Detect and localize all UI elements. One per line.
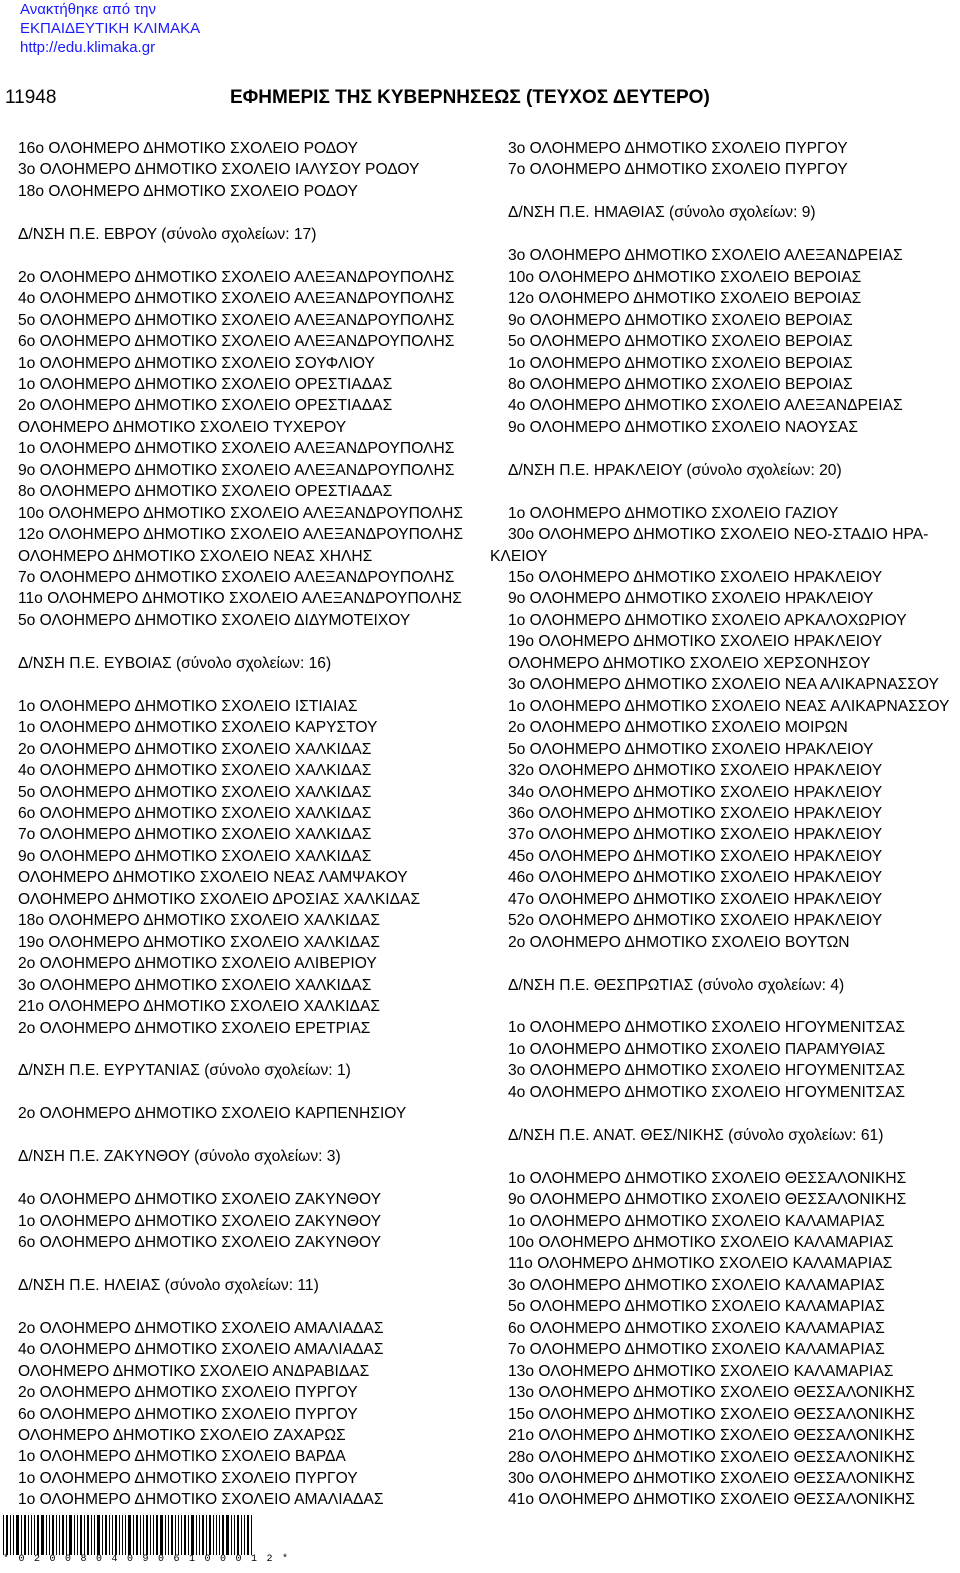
barcode-bar: [202, 1515, 204, 1555]
barcode-bar: [13, 1515, 14, 1555]
barcode: [3, 1515, 298, 1565]
barcode-bar: [34, 1515, 35, 1555]
section-evrytania: [18, 1060, 488, 1124]
school-entry: 4ο ΟΛΟΗΜΕΡΟ ΔΗΜΟΤΙΚΟ ΣΧΟΛΕΙΟ ΑΛΕΞΑΝΔΡΟΥΠΟΛΗΣ: [18, 290, 455, 308]
barcode-bar: [3, 1515, 4, 1555]
school-entry: 11ο ΟΛΟΗΜΕΡΟ ΔΗΜΟΤΙΚΟ ΣΧΟΛΕΙΟ ΚΑΛΑΜΑΡΙΑΣ: [508, 1255, 893, 1273]
school-entry: ΟΛΟΗΜΕΡΟ ΔΗΜΟΤΙΚΟ ΣΧΟΛΕΙΟ ΖΑΧΑΡΩΣ: [18, 1427, 346, 1445]
section-intro-right: [508, 138, 958, 181]
barcode-bar: [105, 1515, 107, 1555]
section-ilia: [18, 1275, 488, 1511]
school-entry: 11ο ΟΛΟΗΜΕΡΟ ΔΗΜΟΤΙΚΟ ΣΧΟΛΕΙΟ ΑΛΕΞΑΝΔΡΟΥΠΟΛΗΣ: [18, 590, 462, 608]
school-entry: ΟΛΟΗΜΕΡΟ ΔΗΜΟΤΙΚΟ ΣΧΟΛΕΙΟ ΧΕΡΣΟΝΗΣΟΥ: [508, 654, 871, 672]
section-title: Δ/ΝΣΗ Π.Ε. ΖΑΚΥΝΘΟΥ (σύνολο σχολείων: 3): [18, 1148, 341, 1166]
school-entry: 7ο ΟΛΟΗΜΕΡΟ ΔΗΜΟΤΙΚΟ ΣΧΟΛΕΙΟ ΠΥΡΓΟΥ: [508, 161, 848, 179]
barcode-bar: [62, 1515, 64, 1555]
school-entry: 1ο ΟΛΟΗΜΕΡΟ ΔΗΜΟΤΙΚΟ ΣΧΟΛΕΙΟ ΓΑΖΙΟΥ: [508, 504, 839, 522]
school-entry: 19ο ΟΛΟΗΜΕΡΟ ΔΗΜΟΤΙΚΟ ΣΧΟΛΕΙΟ ΗΡΑΚΛΕΙΟΥ: [508, 633, 883, 651]
school-entry: 3ο ΟΛΟΗΜΕΡΟ ΔΗΜΟΤΙΚΟ ΣΧΟΛΕΙΟ ΠΥΡΓΟΥ: [508, 140, 848, 157]
barcode-bar: [143, 1515, 144, 1555]
school-list: [508, 567, 958, 953]
barcode-bar: [56, 1515, 57, 1555]
gazette-title: ΕΦΗΜΕΡΙΣ ΤΗΣ ΚΥΒΕΡΝΗΣΕΩΣ (ΤΕΥΧΟΣ ΔΕΥΤΕΡΟ): [230, 87, 710, 108]
school-entry: 2ο ΟΛΟΗΜΕΡΟ ΔΗΜΟΤΙΚΟ ΣΧΟΛΕΙΟ ΑΛΙΒΕΡΙΟΥ: [18, 955, 377, 973]
section-thesprotia: [508, 975, 958, 1104]
barcode-bar: [168, 1515, 169, 1555]
school-entry: 19ο ΟΛΟΗΜΕΡΟ ΔΗΜΟΤΙΚΟ ΣΧΟΛΕΙΟ ΧΑΛΚΙΔΑΣ: [18, 933, 381, 951]
barcode-bar: [66, 1515, 67, 1555]
barcode-bar: [191, 1515, 194, 1555]
school-list: [18, 1318, 488, 1511]
school-entry: 15ο ΟΛΟΗΜΕΡΟ ΔΗΜΟΤΙΚΟ ΣΧΟΛΕΙΟ ΗΡΑΚΛΕΙΟΥ: [508, 569, 883, 586]
barcode-bar: [140, 1515, 141, 1555]
school-entry: 6ο ΟΛΟΗΜΕΡΟ ΔΗΜΟΤΙΚΟ ΣΧΟΛΕΙΟ ΑΛΕΞΑΝΔΡΟΥΠΟΛΗΣ: [18, 333, 455, 351]
school-entry: 32ο ΟΛΟΗΜΕΡΟ ΔΗΜΟΤΙΚΟ ΣΧΟΛΕΙΟ ΗΡΑΚΛΕΙΟΥ: [508, 762, 883, 780]
school-entry: 30ο ΟΛΟΗΜΕΡΟ ΔΗΜΟΤΙΚΟ ΣΧΟΛΕΙΟ ΘΕΣΣΑΛΟΝΙΚΗΣ: [508, 1469, 915, 1487]
school-entry: 1ο ΟΛΟΗΜΕΡΟ ΔΗΜΟΤΙΚΟ ΣΧΟΛΕΙΟ ΣΟΥΦΛΙΟΥ: [18, 354, 375, 372]
school-entry: 3ο ΟΛΟΗΜΕΡΟ ΔΗΜΟΤΙΚΟ ΣΧΟΛΕΙΟ ΑΛΕΞΑΝΔΡΕΙΑΣ: [508, 247, 903, 265]
barcode-bar: [80, 1515, 82, 1555]
school-entry: 15ο ΟΛΟΗΜΕΡΟ ΔΗΜΟΤΙΚΟ ΣΧΟΛΕΙΟ ΘΕΣΣΑΛΟΝΙΚΗΣ: [508, 1405, 915, 1423]
barcode-bar: [94, 1515, 95, 1555]
school-entry: 5ο ΟΛΟΗΜΕΡΟ ΔΗΜΟΤΙΚΟ ΣΧΟΛΕΙΟ ΒΕΡΟΙΑΣ: [508, 333, 853, 351]
barcode-text: *02008040906100012*: [3, 1554, 298, 1565]
school-entry: 3ο ΟΛΟΗΜΕΡΟ ΔΗΜΟΤΙΚΟ ΣΧΟΛΕΙΟ ΧΑΛΚΙΔΑΣ: [18, 976, 372, 994]
school-list: [508, 245, 958, 438]
school-entry: 1ο ΟΛΟΗΜΕΡΟ ΔΗΜΟΤΙΚΟ ΣΧΟΛΕΙΟ ΖΑΚΥΝΘΟΥ: [18, 1212, 382, 1230]
school-entry: 2ο ΟΛΟΗΜΕΡΟ ΔΗΜΟΤΙΚΟ ΣΧΟΛΕΙΟ ΠΥΡΓΟΥ: [18, 1384, 358, 1402]
barcode-bar: [160, 1515, 163, 1555]
school-entry: 12ο ΟΛΟΗΜΕΡΟ ΔΗΜΟΤΙΚΟ ΣΧΟΛΕΙΟ ΑΛΕΞΑΝΔΡΟΥΠΟΛΗΣ: [18, 526, 464, 544]
school-entry: 47ο ΟΛΟΗΜΕΡΟ ΔΗΜΟΤΙΚΟ ΣΧΟΛΕΙΟ ΗΡΑΚΛΕΙΟΥ: [508, 890, 883, 908]
school-list: [508, 1168, 958, 1511]
section-title: Δ/ΝΣΗ Π.Ε. ΗΡΑΚΛΕΙΟΥ (σύνολο σχολείων: 20): [508, 461, 842, 479]
school-entry: 9ο ΟΛΟΗΜΕΡΟ ΔΗΜΟΤΙΚΟ ΣΧΟΛΕΙΟ ΗΡΑΚΛΕΙΟΥ: [508, 590, 874, 608]
school-entry: 9ο ΟΛΟΗΜΕΡΟ ΔΗΜΟΤΙΚΟ ΣΧΟΛΕΙΟ ΝΑΟΥΣΑΣ: [508, 418, 858, 436]
school-entry: 8ο ΟΛΟΗΜΕΡΟ ΔΗΜΟΤΙΚΟ ΣΧΟΛΕΙΟ ΒΕΡΟΙΑΣ: [508, 375, 853, 393]
barcode-bar: [115, 1515, 117, 1555]
school-entry: 36ο ΟΛΟΗΜΕΡΟ ΔΗΜΟΤΙΚΟ ΣΧΟΛΕΙΟ ΗΡΑΚΛΕΙΟΥ: [508, 804, 883, 822]
school-entry: 18ο ΟΛΟΗΜΕΡΟ ΔΗΜΟΤΙΚΟ ΣΧΟΛΕΙΟ ΧΑΛΚΙΔΑΣ: [18, 912, 381, 930]
school-entry: ΟΛΟΗΜΕΡΟ ΔΗΜΟΤΙΚΟ ΣΧΟΛΕΙΟ ΤΥΧΕΡΟΥ: [18, 418, 347, 436]
school-entry: 1ο ΟΛΟΗΜΕΡΟ ΔΗΜΟΤΙΚΟ ΣΧΟΛΕΙΟ ΗΓΟΥΜΕΝΙΤΣΑΣ: [508, 1019, 905, 1037]
school-entry: 7ο ΟΛΟΗΜΕΡΟ ΔΗΜΟΤΙΚΟ ΣΧΟΛΕΙΟ ΑΛΕΞΑΝΔΡΟΥΠΟΛΗΣ: [18, 569, 455, 587]
school-entry: 5ο ΟΛΟΗΜΕΡΟ ΔΗΜΟΤΙΚΟ ΣΧΟΛΕΙΟ ΚΑΛΑΜΑΡΙΑΣ: [508, 1298, 885, 1316]
barcode-bar: [16, 1515, 19, 1555]
school-entry: 1ο ΟΛΟΗΜΕΡΟ ΔΗΜΟΤΙΚΟ ΣΧΟΛΕΙΟ ΙΣΤΙΑΙΑΣ: [18, 697, 358, 715]
school-entry: 4ο ΟΛΟΗΜΕΡΟ ΔΗΜΟΤΙΚΟ ΣΧΟΛΕΙΟ ΧΑΛΚΙΔΑΣ: [18, 762, 372, 780]
barcode-bar: [87, 1515, 89, 1555]
barcode-bars: [3, 1515, 293, 1555]
school-entry: 2ο ΟΛΟΗΜΕΡΟ ΔΗΜΟΤΙΚΟ ΣΧΟΛΕΙΟ ΒΟΥΤΩΝ: [508, 933, 850, 951]
barcode-bar: [84, 1515, 85, 1555]
barcode-bar: [156, 1515, 158, 1555]
school-entry: 13ο ΟΛΟΗΜΕΡΟ ΔΗΜΟΤΙΚΟ ΣΧΟΛΕΙΟ ΘΕΣΣΑΛΟΝΙΚΗΣ: [508, 1384, 915, 1402]
barcode-bar: [237, 1515, 239, 1555]
school-entry: 2ο ΟΛΟΗΜΕΡΟ ΔΗΜΟΤΙΚΟ ΣΧΟΛΕΙΟ ΑΜΑΛΙΑΔΑΣ: [18, 1319, 384, 1337]
barcode-bar: [136, 1515, 138, 1555]
school-entry: 2ο ΟΛΟΗΜΕΡΟ ΔΗΜΟΤΙΚΟ ΣΧΟΛΕΙΟ ΟΡΕΣΤΙΑΔΑΣ: [18, 397, 393, 415]
barcode-bar: [109, 1515, 110, 1555]
barcode-bar: [77, 1515, 78, 1555]
school-entry: 3ο ΟΛΟΗΜΕΡΟ ΔΗΜΟΤΙΚΟ ΣΧΟΛΕΙΟ ΗΓΟΥΜΕΝΙΤΣΑΣ: [508, 1062, 905, 1080]
barcode-bar: [196, 1515, 197, 1555]
barcode-bar: [49, 1515, 50, 1555]
school-entry: 46ο ΟΛΟΗΜΕΡΟ ΔΗΜΟΤΙΚΟ ΣΧΟΛΕΙΟ ΗΡΑΚΛΕΙΟΥ: [508, 869, 883, 887]
source-line: Ανακτήθηκε από την: [20, 1, 157, 18]
right-column: [490, 138, 958, 1511]
school-entry: 16ο ΟΛΟΗΜΕΡΟ ΔΗΜΟΤΙΚΟ ΣΧΟΛΕΙΟ ΡΟΔΟΥ: [18, 140, 358, 157]
school-entry: 1ο ΟΛΟΗΜΕΡΟ ΔΗΜΟΤΙΚΟ ΣΧΟΛΕΙΟ ΚΑΛΑΜΑΡΙΑΣ: [508, 1212, 885, 1230]
school-entry: 1ο ΟΛΟΗΜΕΡΟ ΔΗΜΟΤΙΚΟ ΣΧΟΛΕΙΟ ΟΡΕΣΤΙΑΔΑΣ: [18, 375, 393, 393]
barcode-bar: [184, 1515, 186, 1555]
barcode-bar: [226, 1515, 229, 1555]
barcode-bar: [122, 1515, 123, 1555]
barcode-bar: [188, 1515, 189, 1555]
barcode-bar: [206, 1515, 207, 1555]
school-list: [18, 1189, 488, 1253]
barcode-bar: [153, 1515, 154, 1555]
school-entry: 28ο ΟΛΟΗΜΕΡΟ ΔΗΜΟΤΙΚΟ ΣΧΟΛΕΙΟ ΘΕΣΣΑΛΟΝΙΚΗΣ: [508, 1448, 915, 1466]
school-entry: 5ο ΟΛΟΗΜΕΡΟ ΔΗΜΟΤΙΚΟ ΣΧΟΛΕΙΟ ΗΡΑΚΛΕΙΟΥ: [508, 740, 874, 758]
school-entry: 9ο ΟΛΟΗΜΕΡΟ ΔΗΜΟΤΙΚΟ ΣΧΟΛΕΙΟ ΧΑΛΚΙΔΑΣ: [18, 847, 372, 865]
school-entry: 4ο ΟΛΟΗΜΕΡΟ ΔΗΜΟΤΙΚΟ ΣΧΟΛΕΙΟ ΗΓΟΥΜΕΝΙΤΣΑΣ: [508, 1083, 905, 1101]
section-title: Δ/ΝΣΗ Π.Ε. ΗΜΑΘΙΑΣ (σύνολο σχολείων: 9): [508, 204, 816, 222]
school-entry: 9ο ΟΛΟΗΜΕΡΟ ΔΗΜΟΤΙΚΟ ΣΧΟΛΕΙΟ ΘΕΣΣΑΛΟΝΙΚΗΣ: [508, 1191, 907, 1209]
barcode-bar: [165, 1515, 166, 1555]
school-entry: 2ο ΟΛΟΗΜΕΡΟ ΔΗΜΟΤΙΚΟ ΣΧΟΛΕΙΟ ΜΟΙΡΩΝ: [508, 719, 848, 737]
school-entry: 5ο ΟΛΟΗΜΕΡΟ ΔΗΜΟΤΙΚΟ ΣΧΟΛΕΙΟ ΔΙΔΥΜΟΤΕΙΧΟΥ: [18, 611, 411, 629]
barcode-bar: [244, 1515, 245, 1555]
school-entry-continuation: ΚΛΕΙΟΥ: [490, 547, 548, 565]
school-entry: 1ο ΟΛΟΗΜΕΡΟ ΔΗΜΟΤΙΚΟ ΣΧΟΛΕΙΟ ΚΑΡΥΣΤΟΥ: [18, 719, 378, 737]
barcode-bar: [31, 1515, 32, 1555]
barcode-bar: [119, 1515, 120, 1555]
school-entry: ΟΛΟΗΜΕΡΟ ΔΗΜΟΤΙΚΟ ΣΧΟΛΕΙΟ ΔΡΟΣΙΑΣ ΧΑΛΚΙΔΑΣ: [18, 890, 421, 908]
section-imathia: [508, 202, 958, 438]
school-entry: 3ο ΟΛΟΗΜΕΡΟ ΔΗΜΟΤΙΚΟ ΣΧΟΛΕΙΟ ΚΑΛΑΜΑΡΙΑΣ: [508, 1276, 885, 1294]
school-entry: 1ο ΟΛΟΗΜΕΡΟ ΔΗΜΟΤΙΚΟ ΣΧΟΛΕΙΟ ΒΑΡΔΑ: [18, 1448, 346, 1466]
section-title: Δ/ΝΣΗ Π.Ε. ΕΥΒΟΙΑΣ (σύνολο σχολείων: 16): [18, 654, 332, 672]
section-evros: [18, 224, 488, 632]
school-entry: 9ο ΟΛΟΗΜΕΡΟ ΔΗΜΟΤΙΚΟ ΣΧΟΛΕΙΟ ΑΛΕΞΑΝΔΡΟΥΠΟΛΗΣ: [18, 461, 455, 479]
school-entry: 3ο ΟΛΟΗΜΕΡΟ ΔΗΜΟΤΙΚΟ ΣΧΟΛΕΙΟ ΝΕΑ ΑΛΙΚΑΡΝΑΣΣΟΥ: [508, 676, 939, 694]
school-entry: 1ο ΟΛΟΗΜΕΡΟ ΔΗΜΟΤΙΚΟ ΣΧΟΛΕΙΟ ΒΕΡΟΙΑΣ: [508, 354, 853, 372]
section-title: Δ/ΝΣΗ Π.Ε. ΕΒΡΟΥ (σύνολο σχολείων: 17): [18, 225, 317, 243]
barcode-bar: [21, 1515, 22, 1555]
section-zakynthos: [18, 1146, 488, 1253]
source-attribution: [20, 0, 200, 57]
barcode-bar: [251, 1515, 252, 1555]
barcode-bar: [150, 1515, 151, 1555]
school-entry: 1ο ΟΛΟΗΜΕΡΟ ΔΗΜΟΤΙΚΟ ΣΧΟΛΕΙΟ ΝΕΑΣ ΑΛΙΚΑΡΝΑΣΣΟΥ: [508, 697, 950, 715]
barcode-bar: [222, 1515, 224, 1555]
barcode-bar: [247, 1515, 249, 1555]
barcode-bar: [59, 1515, 60, 1555]
school-entry: 13ο ΟΛΟΗΜΕΡΟ ΔΗΜΟΤΙΚΟ ΣΧΟΛΕΙΟ ΚΑΛΑΜΑΡΙΑΣ: [508, 1362, 894, 1380]
school-entry: 4ο ΟΛΟΗΜΕΡΟ ΔΗΜΟΤΙΚΟ ΣΧΟΛΕΙΟ ΑΛΕΞΑΝΔΡΕΙΑΣ: [508, 397, 903, 415]
left-column: [18, 138, 488, 1511]
school-entry: 1ο ΟΛΟΗΜΕΡΟ ΔΗΜΟΤΙΚΟ ΣΧΟΛΕΙΟ ΑΜΑΛΙΑΔΑΣ: [18, 1491, 384, 1509]
barcode-bar: [199, 1515, 200, 1555]
page-number: 11948: [5, 87, 57, 108]
barcode-bar: [46, 1515, 47, 1555]
barcode-bar: [6, 1515, 8, 1555]
school-entry: 1ο ΟΛΟΗΜΕΡΟ ΔΗΜΟΤΙΚΟ ΣΧΟΛΕΙΟ ΠΥΡΓΟΥ: [18, 1469, 358, 1487]
school-list: [18, 1103, 488, 1124]
barcode-bar: [74, 1515, 75, 1555]
source-line: ΕΚΠΑΙΔΕΥΤΙΚΗ ΚΛΙΜΑΚΑ: [20, 20, 201, 37]
school-entry: ΟΛΟΗΜΕΡΟ ΔΗΜΟΤΙΚΟ ΣΧΟΛΕΙΟ ΝΕΑΣ ΧΗΛΗΣ: [18, 547, 373, 565]
school-entry: 18ο ΟΛΟΗΜΕΡΟ ΔΗΜΟΤΙΚΟ ΣΧΟΛΕΙΟ ΡΟΔΟΥ: [18, 182, 358, 200]
barcode-bar: [216, 1515, 217, 1555]
school-entry: 4ο ΟΛΟΗΜΕΡΟ ΔΗΜΟΤΙΚΟ ΣΧΟΛΕΙΟ ΑΜΑΛΙΑΔΑΣ: [18, 1341, 384, 1359]
school-entry: 6ο ΟΛΟΗΜΕΡΟ ΔΗΜΟΤΙΚΟ ΣΧΟΛΕΙΟ ΚΑΛΑΜΑΡΙΑΣ: [508, 1319, 885, 1337]
section-irakleio: [490, 460, 958, 953]
school-entry: 5ο ΟΛΟΗΜΕΡΟ ΔΗΜΟΤΙΚΟ ΣΧΟΛΕΙΟ ΧΑΛΚΙΔΑΣ: [18, 783, 372, 801]
school-entry: ΟΛΟΗΜΕΡΟ ΔΗΜΟΤΙΚΟ ΣΧΟΛΕΙΟ ΑΝΔΡΑΒΙΔΑΣ: [18, 1362, 370, 1380]
section-intro-left: [18, 138, 488, 202]
barcode-bar: [231, 1515, 232, 1555]
barcode-bar: [125, 1515, 126, 1555]
school-entry: 1ο ΟΛΟΗΜΕΡΟ ΔΗΜΟΤΙΚΟ ΣΧΟΛΕΙΟ ΠΑΡΑΜΥΘΙΑΣ: [508, 1040, 886, 1058]
section-title: Δ/ΝΣΗ Π.Ε. ΗΛΕΙΑΣ (σύνολο σχολείων: 11): [18, 1276, 319, 1294]
section-title: Δ/ΝΣΗ Π.Ε. ΘΕΣΠΡΩΤΙΑΣ (σύνολο σχολείων: 4): [508, 976, 845, 994]
school-entry: 6ο ΟΛΟΗΜΕΡΟ ΔΗΜΟΤΙΚΟ ΣΧΟΛΕΙΟ ΠΥΡΓΟΥ: [18, 1405, 358, 1423]
school-entry: 4ο ΟΛΟΗΜΕΡΟ ΔΗΜΟΤΙΚΟ ΣΧΟΛΕΙΟ ΖΑΚΥΝΘΟΥ: [18, 1191, 382, 1209]
barcode-bar: [52, 1515, 54, 1555]
school-list: [18, 267, 488, 632]
school-entry: 45ο ΟΛΟΗΜΕΡΟ ΔΗΜΟΤΙΚΟ ΣΧΟΛΕΙΟ ΗΡΑΚΛΕΙΟΥ: [508, 847, 883, 865]
school-entry: 30ο ΟΛΟΗΜΕΡΟ ΔΗΜΟΤΙΚΟ ΣΧΟΛΕΙΟ ΝΕΟ-ΣΤΑΔΙΟ ΗΡΑ-: [508, 526, 929, 544]
school-entry: 52ο ΟΛΟΗΜΕΡΟ ΔΗΜΟΤΙΚΟ ΣΧΟΛΕΙΟ ΗΡΑΚΛΕΙΟΥ: [508, 912, 883, 930]
school-entry: 10ο ΟΛΟΗΜΕΡΟ ΔΗΜΟΤΙΚΟ ΣΧΟΛΕΙΟ ΚΑΛΑΜΑΡΙΑΣ: [508, 1233, 894, 1251]
school-entry: 41ο ΟΛΟΗΜΕΡΟ ΔΗΜΟΤΙΚΟ ΣΧΟΛΕΙΟ ΘΕΣΣΑΛΟΝΙΚΗΣ: [508, 1491, 915, 1509]
barcode-bar: [175, 1515, 176, 1555]
barcode-bar: [112, 1515, 113, 1555]
school-entry: 3ο ΟΛΟΗΜΕΡΟ ΔΗΜΟΤΙΚΟ ΣΧΟΛΕΙΟ ΙΑΛΥΣΟΥ ΡΟΔΟΥ: [18, 161, 420, 179]
section-title: Δ/ΝΣΗ Π.Ε. ΕΥΡΥΤΑΝΙΑΣ (σύνολο σχολείων: 1): [18, 1062, 351, 1080]
school-entry: 12ο ΟΛΟΗΜΕΡΟ ΔΗΜΟΤΙΚΟ ΣΧΟΛΕΙΟ ΒΕΡΟΙΑΣ: [508, 290, 862, 308]
school-entry: 6ο ΟΛΟΗΜΕΡΟ ΔΗΜΟΤΙΚΟ ΣΧΟΛΕΙΟ ΧΑΛΚΙΔΑΣ: [18, 804, 372, 822]
school-entry: 2ο ΟΛΟΗΜΕΡΟ ΔΗΜΟΤΙΚΟ ΣΧΟΛΕΙΟ ΑΛΕΞΑΝΔΡΟΥΠΟΛΗΣ: [18, 268, 455, 286]
school-entry: 1ο ΟΛΟΗΜΕΡΟ ΔΗΜΟΤΙΚΟ ΣΧΟΛΕΙΟ ΘΕΣΣΑΛΟΝΙΚΗΣ: [508, 1169, 907, 1187]
page-header: [0, 87, 960, 111]
barcode-bar: [102, 1515, 103, 1555]
school-entry: 10ο ΟΛΟΗΜΕΡΟ ΔΗΜΟΤΙΚΟ ΣΧΟΛΕΙΟ ΑΛΕΞΑΝΔΡΟΥΠΟΛΗΣ: [18, 504, 464, 522]
barcode-bar: [181, 1515, 182, 1555]
school-entry: 2ο ΟΛΟΗΜΕΡΟ ΔΗΜΟΤΙΚΟ ΣΧΟΛΕΙΟ ΚΑΡΠΕΝΗΣΙΟΥ: [18, 1105, 407, 1123]
school-entry: 21ο ΟΛΟΗΜΕΡΟ ΔΗΜΟΤΙΚΟ ΣΧΟΛΕΙΟ ΧΑΛΚΙΔΑΣ: [18, 998, 381, 1016]
school-entry: 1ο ΟΛΟΗΜΕΡΟ ΔΗΜΟΤΙΚΟ ΣΧΟΛΕΙΟ ΑΛΕΞΑΝΔΡΟΥΠΟΛΗΣ: [18, 440, 455, 458]
barcode-bar: [219, 1515, 220, 1555]
school-entry: 21ο ΟΛΟΗΜΕΡΟ ΔΗΜΟΤΙΚΟ ΣΧΟΛΕΙΟ ΘΕΣΣΑΛΟΝΙΚΗΣ: [508, 1427, 915, 1445]
barcode-bar: [97, 1515, 100, 1555]
school-entry: 2ο ΟΛΟΗΜΕΡΟ ΔΗΜΟΤΙΚΟ ΣΧΟΛΕΙΟ ΕΡΕΤΡΙΑΣ: [18, 1019, 371, 1037]
barcode-bar: [171, 1515, 173, 1555]
school-entry: ΟΛΟΗΜΕΡΟ ΔΗΜΟΤΙΚΟ ΣΧΟΛΕΙΟ ΝΕΑΣ ΛΑΜΨΑΚΟΥ: [18, 869, 408, 887]
barcode-bar: [146, 1515, 148, 1555]
barcode-bar: [241, 1515, 242, 1555]
barcode-bar: [37, 1515, 39, 1555]
school-entry: 7ο ΟΛΟΗΜΕΡΟ ΔΗΜΟΤΙΚΟ ΣΧΟΛΕΙΟ ΚΑΛΑΜΑΡΙΑΣ: [508, 1341, 885, 1359]
barcode-bar: [133, 1515, 134, 1555]
barcode-bar: [209, 1515, 211, 1555]
barcode-bar: [128, 1515, 131, 1555]
barcode-bar: [10, 1515, 11, 1555]
school-entry: 10ο ΟΛΟΗΜΕΡΟ ΔΗΜΟΤΙΚΟ ΣΧΟΛΕΙΟ ΒΕΡΟΙΑΣ: [508, 268, 862, 286]
section-title: Δ/ΝΣΗ Π.Ε. ΑΝΑΤ. ΘΕΣ/ΝΙΚΗΣ (σύνολο σχολείων: 61): [508, 1126, 884, 1144]
school-entry: 9ο ΟΛΟΗΜΕΡΟ ΔΗΜΟΤΙΚΟ ΣΧΟΛΕΙΟ ΒΕΡΟΙΑΣ: [508, 311, 853, 329]
barcode-bar: [28, 1515, 29, 1555]
barcode-bar: [178, 1515, 179, 1555]
section-evia: [18, 653, 488, 1039]
barcode-bar: [69, 1515, 72, 1555]
school-entry: 5ο ΟΛΟΗΜΕΡΟ ΔΗΜΟΤΙΚΟ ΣΧΟΛΕΙΟ ΑΛΕΞΑΝΔΡΟΥΠΟΛΗΣ: [18, 311, 455, 329]
school-entry: 7ο ΟΛΟΗΜΕΡΟ ΔΗΜΟΤΙΚΟ ΣΧΟΛΕΙΟ ΧΑΛΚΙΔΑΣ: [18, 826, 372, 844]
school-entry: 34ο ΟΛΟΗΜΕΡΟ ΔΗΜΟΤΙΚΟ ΣΧΟΛΕΙΟ ΗΡΑΚΛΕΙΟΥ: [508, 783, 883, 801]
school-entry: 2ο ΟΛΟΗΜΕΡΟ ΔΗΜΟΤΙΚΟ ΣΧΟΛΕΙΟ ΧΑΛΚΙΔΑΣ: [18, 740, 372, 758]
barcode-bar: [24, 1515, 26, 1555]
barcode-bar: [234, 1515, 235, 1555]
barcode-bar: [213, 1515, 214, 1555]
section-thessaloniki: [508, 1125, 958, 1511]
source-link[interactable]: http://edu.klimaka.gr: [20, 39, 156, 56]
school-entry: 8ο ΟΛΟΗΜΕΡΟ ΔΗΜΟΤΙΚΟ ΣΧΟΛΕΙΟ ΟΡΕΣΤΙΑΔΑΣ: [18, 483, 393, 501]
barcode-bar: [41, 1515, 44, 1555]
school-list: [508, 1017, 958, 1103]
school-entry: 1ο ΟΛΟΗΜΕΡΟ ΔΗΜΟΤΙΚΟ ΣΧΟΛΕΙΟ ΑΡΚΑΛΟΧΩΡΙΟΥ: [508, 611, 907, 629]
school-entry: 37ο ΟΛΟΗΜΕΡΟ ΔΗΜΟΤΙΚΟ ΣΧΟΛΕΙΟ ΗΡΑΚΛΕΙΟΥ: [508, 826, 883, 844]
school-list: [18, 696, 488, 1039]
school-entry: 6ο ΟΛΟΗΜΕΡΟ ΔΗΜΟΤΙΚΟ ΣΧΟΛΕΙΟ ΖΑΚΥΝΘΟΥ: [18, 1233, 382, 1251]
barcode-bar: [91, 1515, 92, 1555]
